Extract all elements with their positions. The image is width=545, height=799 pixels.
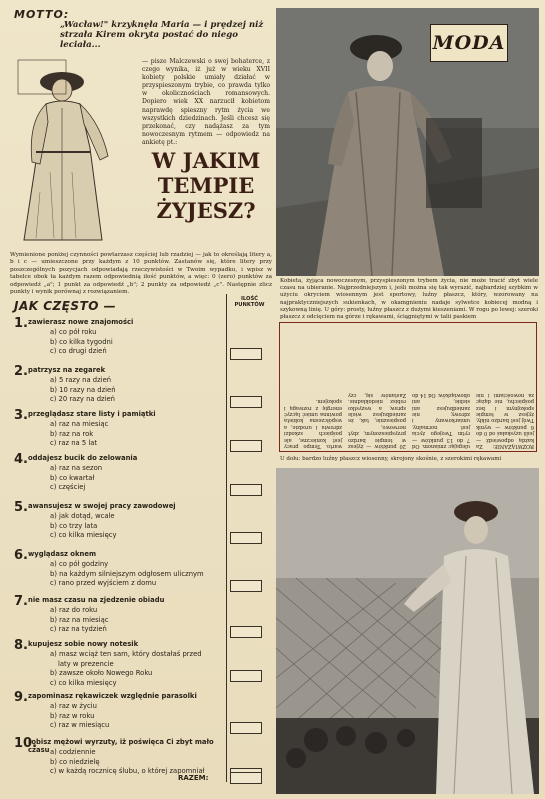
question-option: c) raz na 5 lat <box>50 439 98 447</box>
question-number: 5. <box>14 500 28 515</box>
points-header-line: ILOŚĆ <box>240 296 258 302</box>
question-title: przeglądasz stare listy i pamiątki <box>28 410 156 418</box>
question-number: 6. <box>14 548 28 563</box>
question-title: patrzysz na zegarek <box>28 366 106 374</box>
caption-bottom: U dołu: bardzo luźny płaszcz wiosenny, skrojony skośnie, z szerokimi rękawami <box>280 456 502 462</box>
question-option: b) co niedzielę <box>50 757 100 766</box>
points-header-line: PUNKTÓW <box>234 302 265 308</box>
points-column <box>226 294 272 782</box>
question-number: 7. <box>14 594 28 609</box>
instructions-text: Wymienione poniżej czynności powtarzasz częściej lub rzadziej — jak to określają litery a, b i c — umieszczone przy każdym z 10 punktów. Zastanów się, które litery przy poszczególnych pozycjach odpowiadają rzeczywistości w Twoim wypadku, i wpisz w tabelce obok ta każdym razem odpowiednią ilość punktów, a więc: 0 (zero) punktów za odpowiedź „a"; 1 punkt za odpowiedź „b"; 2 punkty za odpowiedź „c". Następnie zlicz punkty i wynik porównaj z rozwiązaniem. <box>10 252 272 296</box>
solution-text: ROZWIĄZANIE: Za każdą odpowiedź — jeśli uzyskałaś od 0 do 6 punktów — wynik Twój jest bardzo nikły, żyjesz w tempie spokojnym i bez pośpiechu, nie dążąc za nowościami i nie ulegając zmianom. Od 7 do 13 punktów — rytm Twojego życia jest normalny, umiarkowany i zdrowy, nie zaniedbujesz ani siebie, ani obowiązków. Od 14 do 20 punktów — żyjesz w tempie bardzo przyspieszonym, zbyt nerwowo, pospiesznie, tak, że zaniedbujesz wiele spraw, a wszystko robisz niedokładnie. Zastanów się, czy warto. Tempo pracy jest konieczne, ale pośpiech szkodzi zdrowiu i urodzie, a współczesna kobieta powinna umieć łączyć energię z rozwagą i spokojem. <box>284 391 534 449</box>
question-option: b) raz na rok <box>50 429 94 438</box>
question-title: wyglądasz oknem <box>28 550 97 558</box>
question-number: 10. <box>14 736 38 751</box>
points-box[interactable] <box>230 580 262 592</box>
solution-box <box>279 322 537 452</box>
question-option: a) raz w życiu <box>50 702 97 710</box>
question-option: b) zawsze około Nowego Roku <box>50 669 153 677</box>
question-option: b) co kilka tygodni <box>50 337 113 346</box>
question-option: b) co trzy lata <box>50 521 98 530</box>
moda-logo: MODA <box>430 24 508 62</box>
question-option: c) 20 razy na dzień <box>50 395 115 403</box>
question-option: c) raz w miesiącu <box>50 721 110 729</box>
question-title: zawierasz nowe znajomości <box>28 318 134 326</box>
headline <box>140 148 272 223</box>
question-number: 3. <box>14 408 28 423</box>
question-number: 1. <box>14 316 28 331</box>
question-option: laty w prezencie <box>58 659 114 668</box>
points-total-box[interactable] <box>230 772 262 784</box>
question-number: 9. <box>14 690 28 705</box>
question-option: b) 10 razy na dzień <box>50 385 116 394</box>
points-header <box>227 294 272 308</box>
coat-photo-bottom <box>276 468 539 794</box>
question-option: b) raz na miesiąc <box>50 615 109 624</box>
question-title: kupujesz sobie nowy notesik <box>28 640 139 648</box>
points-box[interactable] <box>230 626 262 638</box>
question-option: b) raz w roku <box>50 711 95 720</box>
question-option: c) w każdą rocznicę ślubu, o której zapomniał <box>50 767 205 775</box>
question-option: c) raz na tydzień <box>50 625 107 633</box>
headline-line: TEMPIE <box>157 173 255 198</box>
question-number: 2. <box>14 364 28 379</box>
points-box[interactable] <box>230 348 262 360</box>
question-option: a) raz na sezon <box>50 464 103 472</box>
intro-text: — pisze Malczewski o swej bohaterce, z czego wynika, iż już w wieku XVII kobiety polskie umiały działać w przyspieszonym trybie, co prawda tylko w okolicznościach romansowych. Dopiero wiek XX narzucił kobietom naprawdę spieszny rytm życia we wszystkich dziedzinach. Jeśli chcesz się przekonać, czy nadążasz za tym nowoczesnym rytmem — odpowiedz na ankietę pt.: <box>142 58 270 146</box>
headline-line: ŻYJESZ? <box>156 198 256 223</box>
question-option: a) co pół roku <box>50 328 97 336</box>
points-box[interactable] <box>230 532 262 544</box>
question-title: oddajesz bucik do zelowania <box>28 454 138 462</box>
question-number: 4. <box>14 452 28 467</box>
question-title: awansujesz w swojej pracy zawodowej <box>28 502 176 510</box>
headline-line: W JAKIM <box>151 148 261 173</box>
question-option: a) codziennie <box>50 748 96 756</box>
question-option: c) co kilka miesięcy <box>50 678 117 687</box>
motto-label: MOTTO: <box>14 8 70 21</box>
caption-top: Kobieta, żyjąca nowoczesnym, przyspieszonym trybem życia, nie może tracić zbyt wiele czasu na ubieranie. Najprzedniejszym i, jeśli można się tak wyrazić, najbardziej szybkim w użyciu okryciem wiosennym jest sportowy, luźny płaszcz, który, wzorowany na najpraktyczniejszych sukienkach, w okamgnieniu nadaje sylwetce kobiecej modną i szykowną linię. U góry: prosty, luźny płaszcz z dużymi kieszeniami. W rogu po lewej: szeroki płaszcz z odcięciem na górze i rękawami, ściągniętymi w talii paskiem <box>280 278 538 321</box>
question-option: a) jak dotąd, wcale <box>50 512 115 520</box>
points-box[interactable] <box>230 484 262 496</box>
points-box[interactable] <box>230 722 262 734</box>
motto-quote: „Wacław!" krzyknęła Maria — i prędzej niż strzała Kirem okryta postać do niego leciała... <box>60 20 264 50</box>
question-option: a) masz wciąż ten sam, który dostałaś przed <box>50 650 202 658</box>
razem-label: RAZEM: <box>178 774 209 782</box>
jak-czesto-heading: JAK CZĘSTO — <box>14 299 117 313</box>
points-box[interactable] <box>230 440 262 452</box>
question-option: c) częściej <box>50 483 86 491</box>
fashion-sketch-illustration <box>10 52 128 248</box>
question-title: zapominasz rękawiczek względnie parasolki <box>28 692 197 700</box>
question-option: b) co kwartał <box>50 473 95 482</box>
question-option: b) na każdym silniejszym odgłosem ulicznym <box>50 569 204 578</box>
question-option: a) raz do roku <box>50 606 98 614</box>
question-option: a) raz na miesiąc <box>50 420 109 428</box>
question-option: a) 5 razy na dzień <box>50 376 112 384</box>
question-option: c) co kilka miesięcy <box>50 531 117 539</box>
question-title: nie masz czasu na zjedzenie obiadu <box>28 596 165 604</box>
question-title: robisz mężowi wyrzuty, iż poświęca Ci zbyt mało czasu <box>28 738 214 754</box>
question-option: a) co pół godziny <box>50 560 109 568</box>
question-option: c) rano przed wyjściem z domu <box>50 579 157 587</box>
points-box[interactable] <box>230 670 262 682</box>
points-box[interactable] <box>230 396 262 408</box>
question-number: 8. <box>14 638 28 653</box>
question-option: c) co drugi dzień <box>50 347 107 355</box>
